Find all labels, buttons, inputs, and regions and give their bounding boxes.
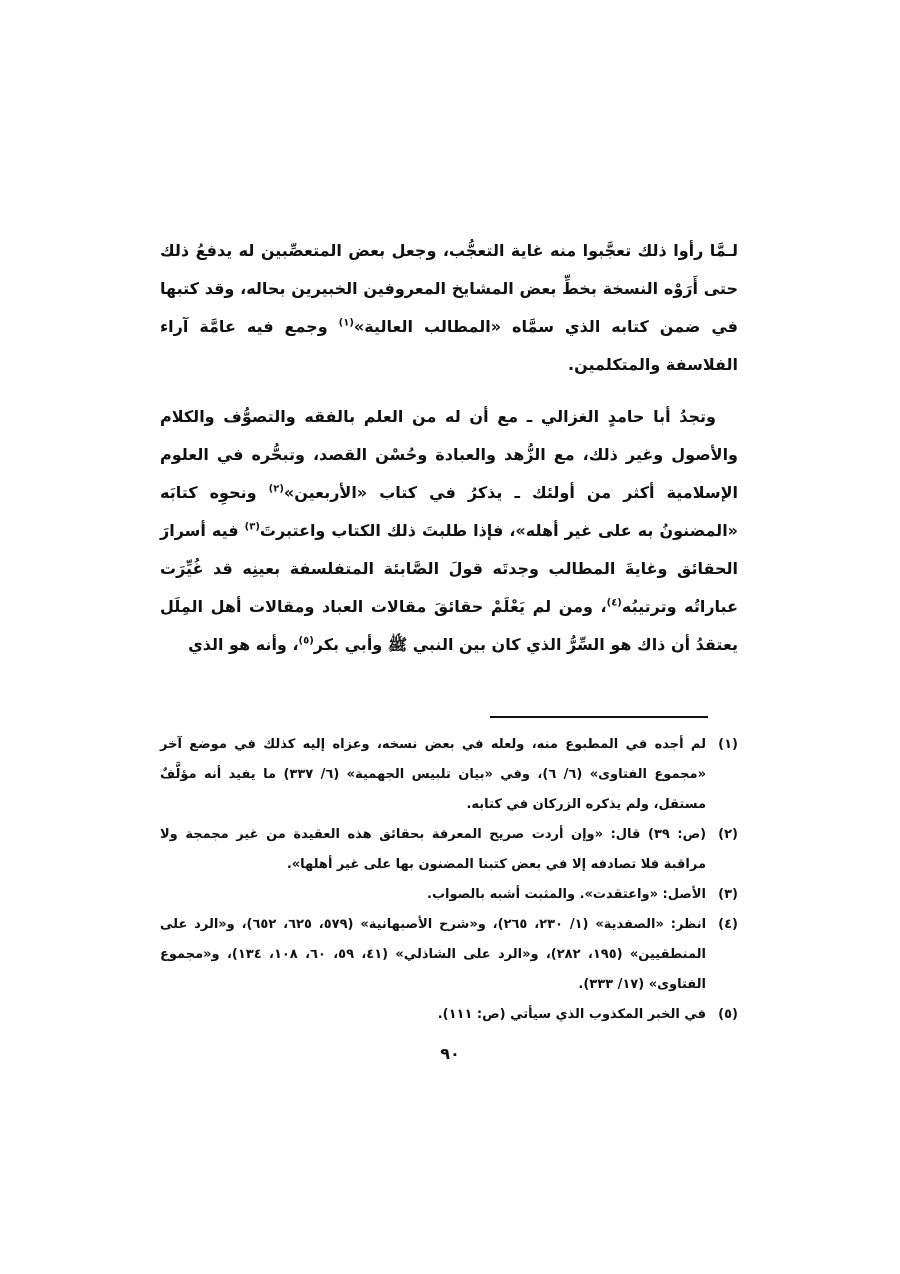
footnote-ref-5: (٥) xyxy=(298,635,314,647)
footnote-1 xyxy=(160,730,738,820)
paragraph-1 xyxy=(160,232,738,384)
footnote-divider xyxy=(490,716,708,718)
footnote-number: (٥) xyxy=(718,1007,738,1022)
text-run: وتجدُ أبا حامدٍ الغزالي ـ مع أن له من العلم بالفقه والتصوُّف والكلام والأصول وغير ذلك، مع الزُّهد والعبادة وحُسْن القصد، وتبحُّره في العلوم الإسلامية أكثر من أولئك ـ يذكرُ في كتاب «الأربعين» xyxy=(160,407,738,502)
main-text xyxy=(160,232,738,664)
footnote-3 xyxy=(160,880,738,910)
footnote-number: (٣) xyxy=(718,887,738,902)
footnote-2 xyxy=(160,820,738,880)
footnote-ref-1: (١) xyxy=(338,317,354,329)
text-run: ، ومن لم يَعْلَمْ حقائقَ مقالات العباد ومقالات أهل المِلَل يعتقدُ أن ذاك هو السِّرُّ الذي كان بين النبي ﷺ وأبي بكر xyxy=(160,597,738,654)
footnote-ref-2: (٢) xyxy=(268,483,284,495)
text-run: ونحوِه كتابَه «المضنونُ به على غير أهله»، فإذا طلبتَ ذلك الكتاب واعتبرتَ xyxy=(160,483,739,540)
footnote-text: انظر: «الصفدية» (١/ ٢٣٠، ٢٦٥)، و«شرح الأصبهانية» (٥٧٩، ٦٢٥، ٦٥٢)، و«الرد على المنطقيين» (١٩٥، ٢٨٢)، و«الرد على الشاذلي» (٤١، ٥٩، ٦٠، ١٠٨، ١٣٤)، و«مجموع الفتاوى» (١٧/ ٣٣٣). xyxy=(160,917,707,992)
footnote-text: في الخبر المكذوب الذي سيأتي (ص: ١١١). xyxy=(437,1007,706,1022)
footnote-text: (ص: ٣٩) قال: «وإن أردت صريح المعرفة بحقائق هذه العقيدة من غير مجمجة ولا مراقبة فلا تصادفه إلا في بعض كتبنا المضنون بها على غير أهلها». xyxy=(160,827,707,872)
text-run: فيه أسرارَ الحقائق وغايةَ المطالب وجدتَه قولَ الصَّابئة المتفلسفة بعينِه قد غُيِّرَت عباراتُه وترتيبُه xyxy=(160,521,739,616)
footnote-4 xyxy=(160,910,738,1000)
paragraph-2 xyxy=(160,398,738,664)
footnote-number: (١) xyxy=(718,737,738,752)
footnote-number: (٤) xyxy=(718,917,738,932)
footnote-text: الأصل: «واعتقدت». والمثبت أشبه بالصواب. xyxy=(427,887,706,902)
text-run: لـمَّا رأوا ذلك تعجَّبوا منه غاية التعجُّب، وجعل بعض المتعصِّبين له يدفعُ ذلك حتى أَرَوْه النسخة بخطِّ بعض المشايخ المعروفين الخبيرين بحاله، وقد كتبها في ضمن كتابه الذي سمَّاه «المطالب العالية» xyxy=(160,241,739,336)
footnotes-list xyxy=(160,730,738,1030)
footnote-text: لم أجده في المطبوع منه، ولعله في بعض نسخه، وعزاه إليه كذلك في موضع آخر «مجموع الفتاوى» (٦/ ٦)، وفي «بيان تلبيس الجهمية» (٦/ ٣٣٧) ما يفيد أنه مؤلَّفٌ مستقل، ولم يذكره الزركان في كتابه. xyxy=(160,737,706,812)
page-number: ٩٠ xyxy=(440,1044,460,1063)
footnote-ref-4: (٤) xyxy=(606,597,622,609)
footnote-5 xyxy=(160,1000,738,1030)
text-run: وجمع فيه عامَّة آراء الفلاسفة والمتكلمين. xyxy=(160,317,738,374)
footnote-number: (٢) xyxy=(718,827,738,842)
footnote-ref-3: (٣) xyxy=(244,521,260,533)
text-run: ، وأنه هو الذي xyxy=(188,635,299,654)
